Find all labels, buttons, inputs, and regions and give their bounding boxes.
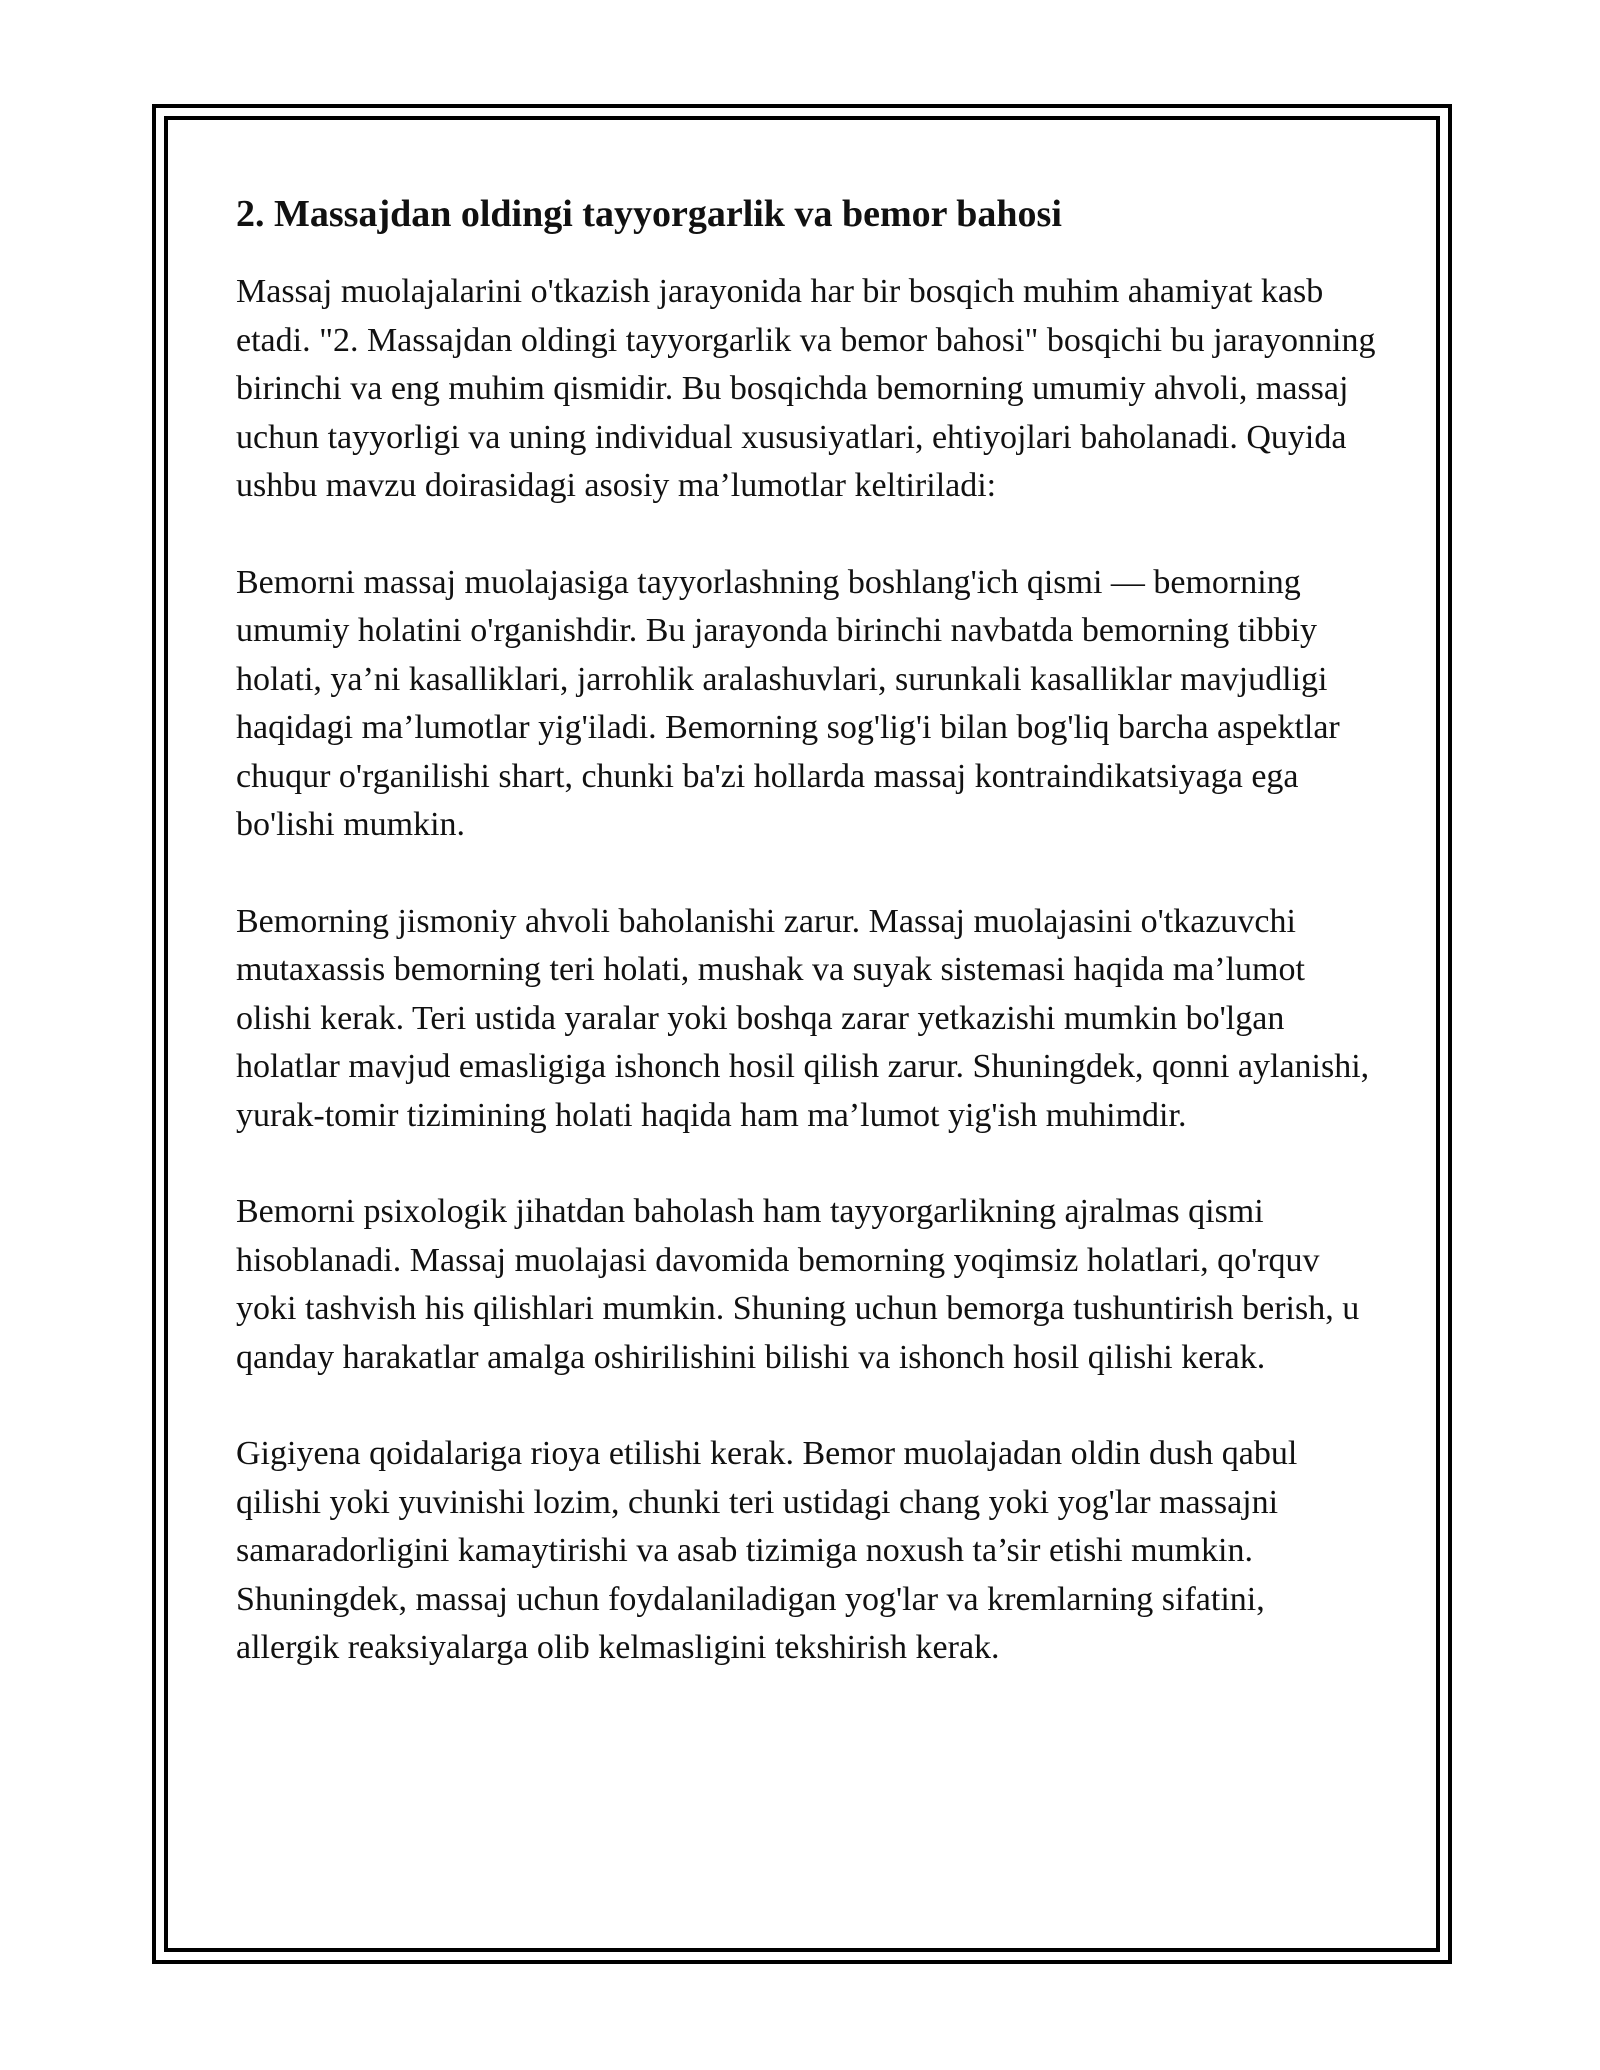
paragraph-psychological-assessment: Bemorni psixologik jihatdan baholash ham tayyorgarlikning ajralmas qismi hisoblanadi. Massaj muolajasi davomida bemorning yoqimsiz holatlari, qo'rquv yoki tashvish his qilishlari mumkin. Shuning uchun bemorga tushuntirish berish, u qanday harakatlar amalga oshirilishini bilishi va ishonch hosil qilishi kerak. [236,1193,1360,1376]
document-body [236,190,1376,1721]
paragraph-hygiene: Gigiyena qoidalariga rioya etilishi kerak. Bemor muolajadan oldin dush qabul qilishi yoki yuvinishi lozim, chunki teri ustidagi chang yoki yog'lar massajni samaradorligini kamaytirishi va asab tizimiga noxush ta’sir etishi mumkin. Shuningdek, massaj uchun foydalaniladigan yog'lar va kremlarning sifatini, allergik reaksiyalarga olib kelmasligini tekshirish kerak. [236,1435,1298,1666]
section-heading: 2. Massajdan oldingi tayyorgarlik va bemor bahosi [236,193,1062,235]
paragraph-intro: Massaj muolajalarini o'tkazish jarayonida har bir bosqich muhim ahamiyat kasb etadi. "2. Massajdan oldingi tayyorgarlik va bemor bahosi" bosqichi bu jarayonning birinchi va eng muhim qismidir. Bu bosqichda bemorning umumiy ahvoli, massaj uchun tayyorligi va uning individual xususiyatlari, ehtiyojlari baholanadi. Quyida ushbu mavzu doirasidagi asosiy ma’lumotlar keltiriladi: [236,273,1376,504]
paragraph-physical-condition: Bemorning jismoniy ahvoli baholanishi zarur. Massaj muolajasini o'tkazuvchi mutaxassis bemorning teri holati, mushak va suyak sistemasi haqida ma’lumot olishi kerak. Teri ustida yaralar yoki boshqa zarar yetkazishi mumkin bo'lgan holatlar mavjud emasligiga ishonch hosil qilish zarur. Shuningdek, qonni aylanishi, yurak-tomir tizimining holati haqida ham ma’lumot yig'ish muhimdir. [236,902,1370,1134]
paragraph-general-condition: Bemorni massaj muolajasiga tayyorlashning boshlang'ich qismi — bemorning umumiy holatini o'rganishdir. Bu jarayonda birinchi navbatda bemorning tibbiy holati, ya’ni kasalliklari, jarrohlik aralashuvlari, surunkali kasalliklar mavjudligi haqidagi ma’lumotlar yig'iladi. Bemorning sog'lig'i bilan bog'liq barcha aspektlar chuqur o'rganilishi shart, chunki ba'zi hollarda massaj kontraindikatsiyaga ega bo'lishi mumkin. [236,563,1340,843]
